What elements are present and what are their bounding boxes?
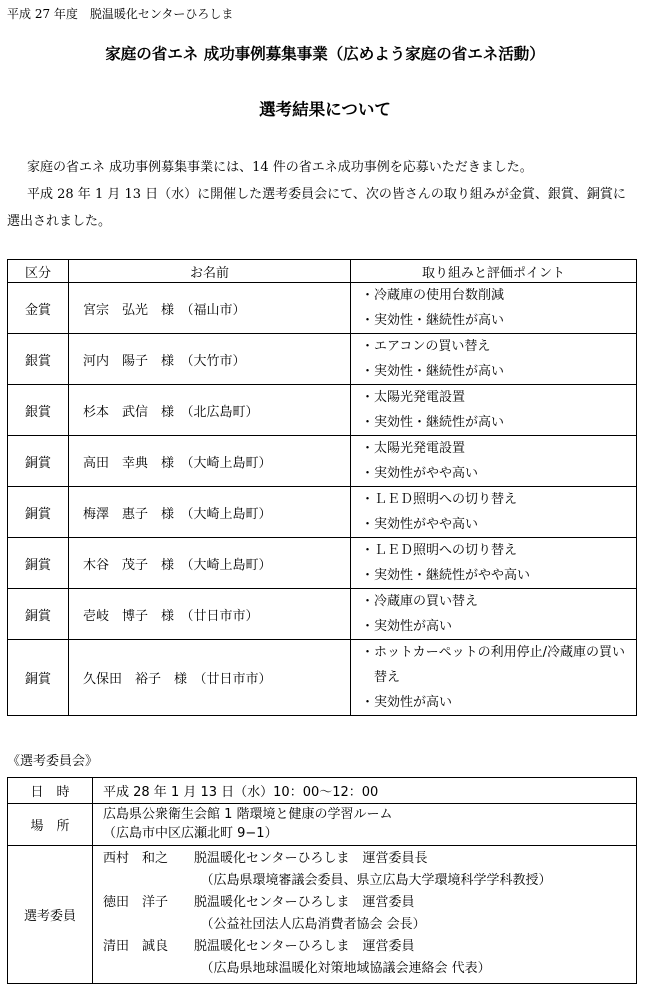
name-cell: 河内 陽子 様 （大竹市） — [69, 334, 351, 385]
date-label: 日 時 — [8, 778, 93, 804]
table-row — [8, 436, 637, 487]
members-label: 選考委員 — [8, 846, 93, 984]
member-line: （広島県環境審議会委員、県立広島大学環境科学学科教授） — [103, 873, 552, 888]
award-cell: 銅賞 — [8, 640, 69, 716]
place-line: （広島市中区広瀬北町 9−1） — [103, 826, 278, 841]
point-item: ・実効性がやや高い — [361, 517, 479, 532]
point-item: ・実効性が高い — [361, 695, 453, 710]
name-cell: 高田 幸典 様 （大崎上島町） — [69, 436, 351, 487]
header-category: 区分 — [8, 260, 69, 283]
table-row — [8, 385, 637, 436]
points-cell — [351, 640, 637, 716]
results-table-header-row — [8, 260, 637, 283]
award-cell: 銀賞 — [8, 385, 69, 436]
award-cell: 銅賞 — [8, 589, 69, 640]
points-cell — [351, 385, 637, 436]
members-value — [93, 846, 637, 984]
point-item: ・ＬＥＤ照明への切り替え — [361, 492, 518, 507]
name-cell: 久保田 裕子 様 （廿日市市） — [69, 640, 351, 716]
place-value — [93, 804, 637, 846]
name-cell: 杉本 武信 様 （北広島町） — [69, 385, 351, 436]
award-cell: 金賞 — [8, 283, 69, 334]
member-line: （広島県地球温暖化対策地域協議会連絡会 代表） — [103, 961, 491, 976]
committee-row-members — [8, 846, 637, 984]
award-cell: 銀賞 — [8, 334, 69, 385]
point-item: ・実効性が高い — [361, 619, 453, 634]
intro-paragraph-1: 家庭の省エネ 成功事例募集事業には、14 件の省エネ成功事例を応募いただきました。 — [27, 160, 533, 175]
table-row — [8, 334, 637, 385]
point-item: ・エアコンの買い替え — [361, 339, 491, 354]
date-value: 平成 28 年 1 月 13 日（水）10：00～12：00 — [93, 778, 637, 804]
award-cell: 銅賞 — [8, 487, 69, 538]
table-row — [8, 283, 637, 334]
committee-table — [7, 777, 637, 984]
point-item: ・冷蔵庫の使用台数削減 — [361, 288, 505, 303]
point-item: ・実効性・継続性が高い — [361, 313, 505, 328]
committee-heading: 《選考委員会》 — [7, 754, 99, 769]
place-label: 場 所 — [8, 804, 93, 846]
name-cell: 木谷 茂子 様 （大崎上島町） — [69, 538, 351, 589]
member-line: （公益社団法人広島消費者協会 会長） — [103, 917, 426, 932]
point-item: ・実効性がやや高い — [361, 466, 479, 481]
points-cell — [351, 283, 637, 334]
point-item: ・太陽光発電設置 — [361, 441, 466, 456]
name-cell: 梅澤 惠子 様 （大崎上島町） — [69, 487, 351, 538]
point-item: ・ＬＥＤ照明への切り替え — [361, 543, 518, 558]
member-line: 徳田 洋子 脱温暖化センターひろしま 運営委員 — [103, 895, 415, 910]
name-cell: 宮宗 弘光 様 （福山市） — [69, 283, 351, 334]
award-cell: 銅賞 — [8, 538, 69, 589]
table-row — [8, 487, 637, 538]
results-table — [7, 259, 637, 716]
header-points: 取り組みと評価ポイント — [351, 260, 637, 283]
document-subtitle: 選考結果について — [259, 100, 391, 119]
member-line: 清田 誠良 脱温暖化センターひろしま 運営委員 — [103, 939, 415, 954]
point-item: ・太陽光発電設置 — [361, 390, 466, 405]
member-line: 西村 和之 脱温暖化センターひろしま 運営委員長 — [103, 851, 428, 866]
header-name: お名前 — [69, 260, 351, 283]
award-cell: 銅賞 — [8, 436, 69, 487]
point-item: ・実効性・継続性が高い — [361, 364, 505, 379]
table-row — [8, 589, 637, 640]
table-row — [8, 538, 637, 589]
document-title: 家庭の省エネ 成功事例募集事業（広めよう家庭の省エネ活動） — [105, 45, 545, 63]
point-item: ・実効性・継続性がやや高い — [361, 568, 531, 583]
committee-row-place — [8, 804, 637, 846]
header-org-year: 平成 27 年度 脱温暖化センターひろしま — [7, 7, 234, 21]
points-cell — [351, 589, 637, 640]
intro-paragraph-2: 平成 28 年 1 月 13 日（水）に開催した選考委員会にて、次の皆さんの取り組みが金賞、銀賞、銅賞に選出されました。 — [7, 187, 626, 229]
place-line: 広島県公衆衛生会館 1 階環境と健康の学習ルーム — [103, 807, 393, 822]
committee-row-date — [8, 778, 637, 804]
point-item: ・実効性・継続性が高い — [361, 415, 505, 430]
points-cell — [351, 487, 637, 538]
point-item: ・ホットカーペットの利用停止/冷蔵庫の買い替え — [361, 645, 625, 685]
name-cell: 壱岐 博子 様 （廿日市市） — [69, 589, 351, 640]
points-cell — [351, 436, 637, 487]
points-cell — [351, 334, 637, 385]
point-item: ・冷蔵庫の買い替え — [361, 594, 479, 609]
table-row — [8, 640, 637, 716]
points-cell — [351, 538, 637, 589]
